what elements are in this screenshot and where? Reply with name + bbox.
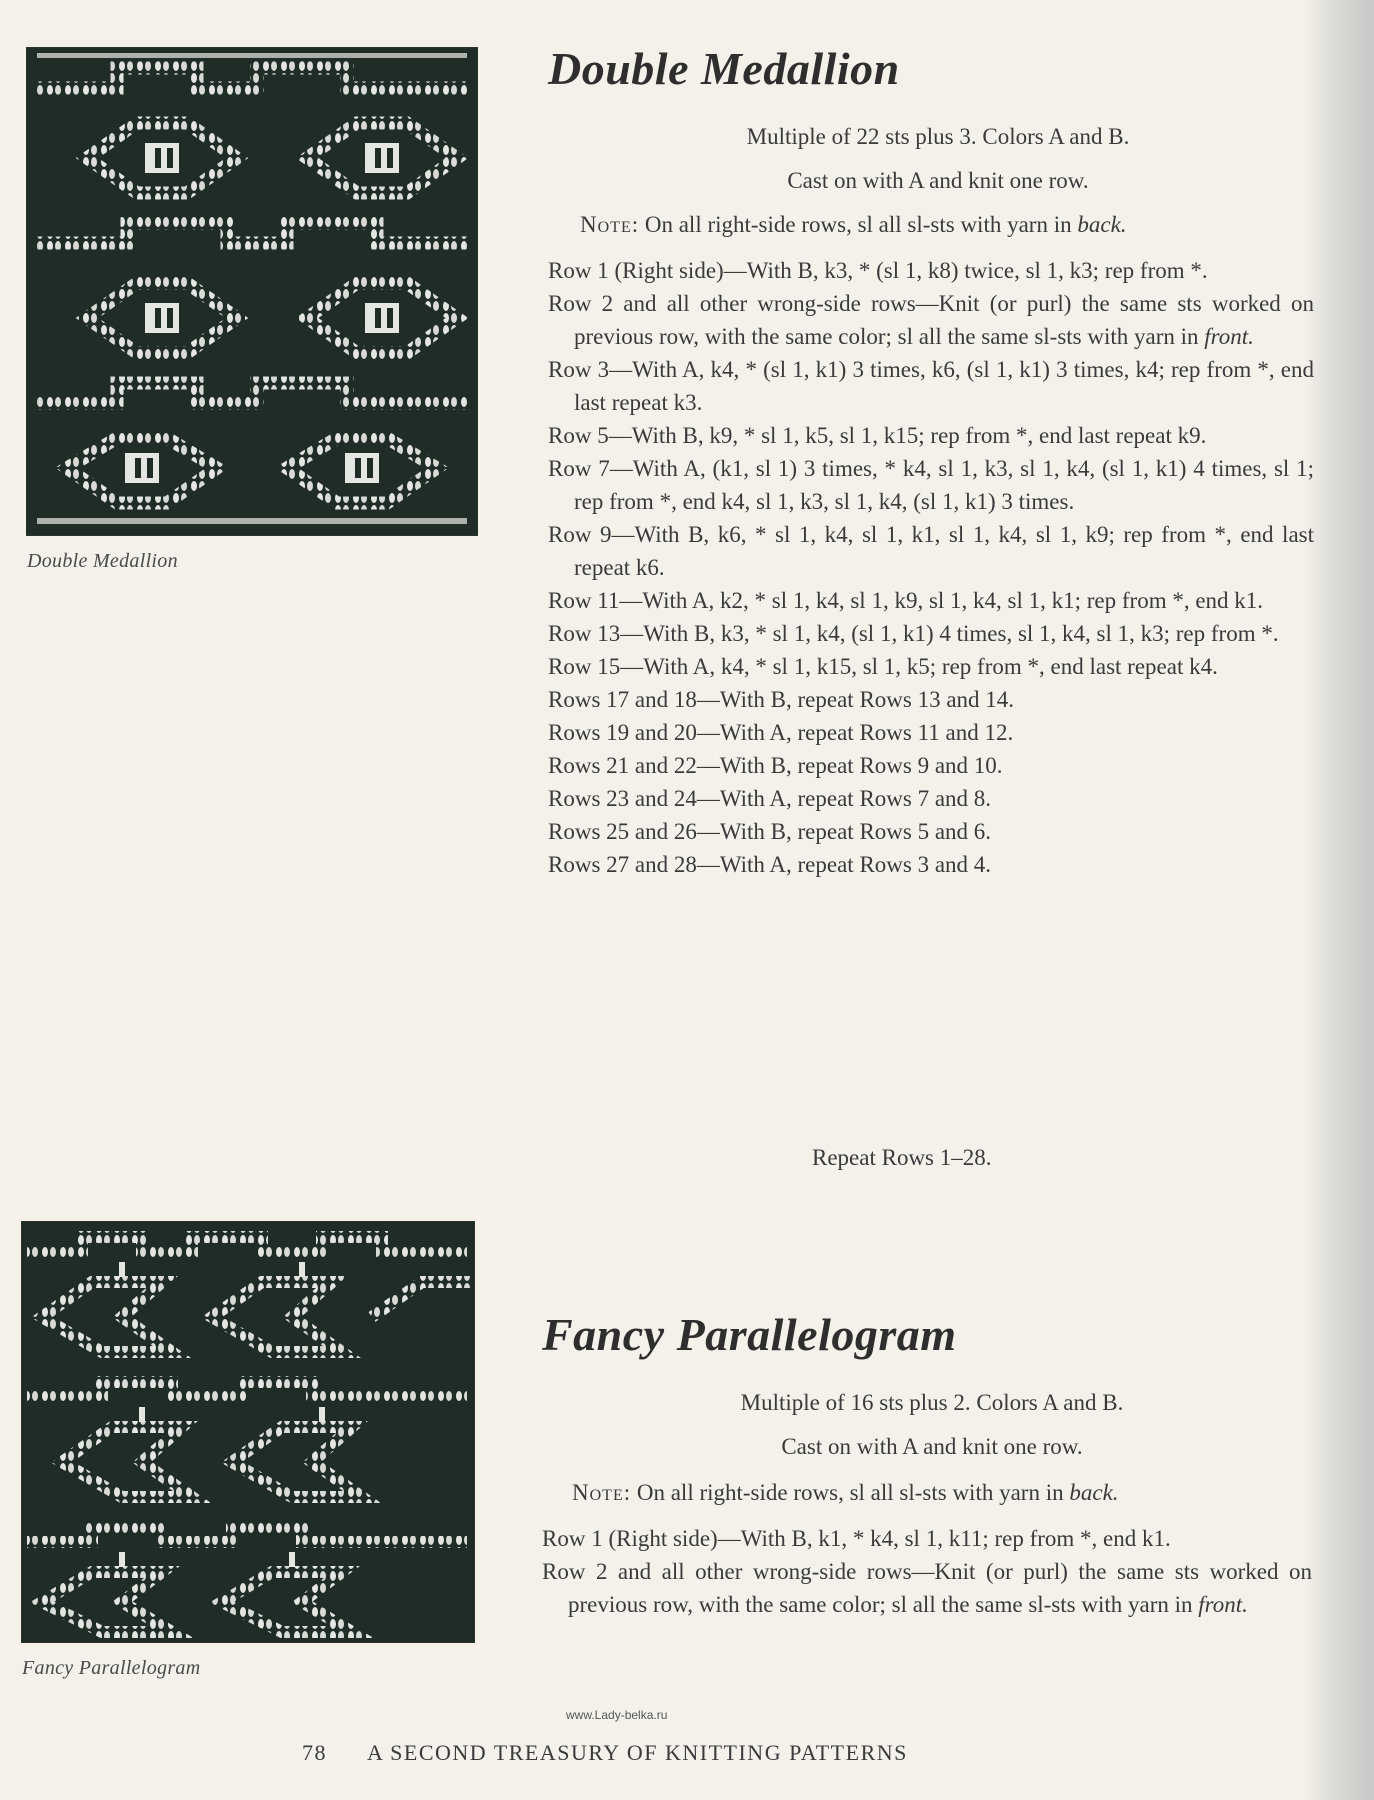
double-medallion-title: Double Medallion (548, 43, 900, 94)
double-medallion-cast-on: Cast on with A and knit one row. (787, 168, 1089, 193)
double-medallion-repeat: Repeat Rows 1–28. (812, 1145, 992, 1170)
knit-texture-image (22, 1222, 474, 1642)
note-text: On all right-side rows, sl all sl-sts with yarn in (631, 1480, 1070, 1505)
fancy-parallelogram-caption: Fancy Parallelogram (22, 1657, 201, 1679)
instruction-row: Row 2 and all other wrong-side rows—Knit (or purl) the same sts worked on previous row, with the same color; sl all the same sl-sts with yarn in front. (542, 1559, 1312, 1617)
instruction-row: Row 1 (Right side)—With B, k1, * k4, sl 1, k11; rep from *, end k1. (542, 1526, 1171, 1551)
fancy-parallelogram-multiple: Multiple of 16 sts plus 2. Colors A and B. (740, 1390, 1124, 1415)
note-text: On all right-side rows, sl all sl-sts with yarn in (639, 212, 1078, 237)
instruction-row: Row 9—With B, k6, * sl 1, k4, sl 1, k1, sl 1, k4, sl 1, k9; rep from *, end last repeat k6. (548, 522, 1314, 580)
fancy-parallelogram-swatch (22, 1222, 474, 1642)
instruction-row: Rows 25 and 26—With B, repeat Rows 5 and 6. (548, 819, 992, 844)
fancy-parallelogram-cast-on: Cast on with A and knit one row. (781, 1434, 1083, 1459)
page-footer (302, 1740, 908, 1766)
fancy-parallelogram-rows (542, 1522, 1312, 1621)
double-medallion-note (580, 212, 1127, 238)
fancy-parallelogram-title: Fancy Parallelogram (542, 1309, 957, 1360)
note-emphasis: back. (1069, 1480, 1119, 1505)
double-medallion-swatch (27, 48, 477, 535)
instruction-row: Row 3—With A, k4, * (sl 1, k1) 3 times, k6, (sl 1, k1) 3 times, k4; rep from *, end last repeat k3. (548, 357, 1314, 415)
double-medallion-multiple: Multiple of 22 sts plus 3. Colors A and B. (746, 124, 1130, 149)
fancy-parallelogram-note (572, 1480, 1119, 1506)
instruction-row: Rows 27 and 28—With A, repeat Rows 3 and 4. (548, 852, 992, 877)
note-label: Note: (580, 212, 640, 237)
instruction-row: Row 7—With A, (k1, sl 1) 3 times, * k4, sl 1, k3, sl 1, k4, (sl 1, k1) 4 times, sl 1; rep from *, end k4, sl 1, k3, sl 1, k4, (sl 1, k1) 3 times. (548, 456, 1314, 514)
instruction-row: Rows 17 and 18—With B, repeat Rows 13 and 14. (548, 687, 1015, 712)
instruction-row: Row 5—With B, k9, * sl 1, k5, sl 1, k15; rep from *, end last repeat k9. (548, 423, 1207, 448)
book-title: A SECOND TREASURY OF KNITTING PATTERNS (367, 1740, 908, 1765)
page-number: 78 (302, 1740, 327, 1765)
instruction-row: Rows 19 and 20—With A, repeat Rows 11 and 12. (548, 720, 1014, 745)
instruction-row: Row 11—With A, k2, * sl 1, k4, sl 1, k9, sl 1, k4, sl 1, k1; rep from *, end k1. (548, 588, 1264, 613)
instruction-row: Row 15—With A, k4, * sl 1, k15, sl 1, k5; rep from *, end last repeat k4. (548, 654, 1218, 679)
double-medallion-rows (548, 254, 1314, 881)
note-emphasis: back. (1077, 212, 1127, 237)
instruction-row: Row 1 (Right side)—With B, k3, * (sl 1, k8) twice, sl 1, k3; rep from *. (548, 258, 1208, 283)
instruction-row: Row 13—With B, k3, * sl 1, k4, (sl 1, k1) 4 times, sl 1, k4, sl 1, k3; rep from *. (548, 621, 1279, 646)
instruction-row: Rows 23 and 24—With A, repeat Rows 7 and 8. (548, 786, 992, 811)
double-medallion-caption: Double Medallion (27, 550, 178, 572)
instruction-row: Row 2 and all other wrong-side rows—Knit (or purl) the same sts worked on previous row, with the same color; sl all the same sl-sts with yarn in front. (548, 291, 1314, 349)
instruction-row: Rows 21 and 22—With B, repeat Rows 9 and 10. (548, 753, 1003, 778)
watermark-url: www.Lady-belka.ru (566, 1708, 668, 1722)
page-edge-shadow (1304, 0, 1374, 1800)
knit-texture-image (27, 48, 477, 535)
note-label: Note: (572, 1480, 632, 1505)
